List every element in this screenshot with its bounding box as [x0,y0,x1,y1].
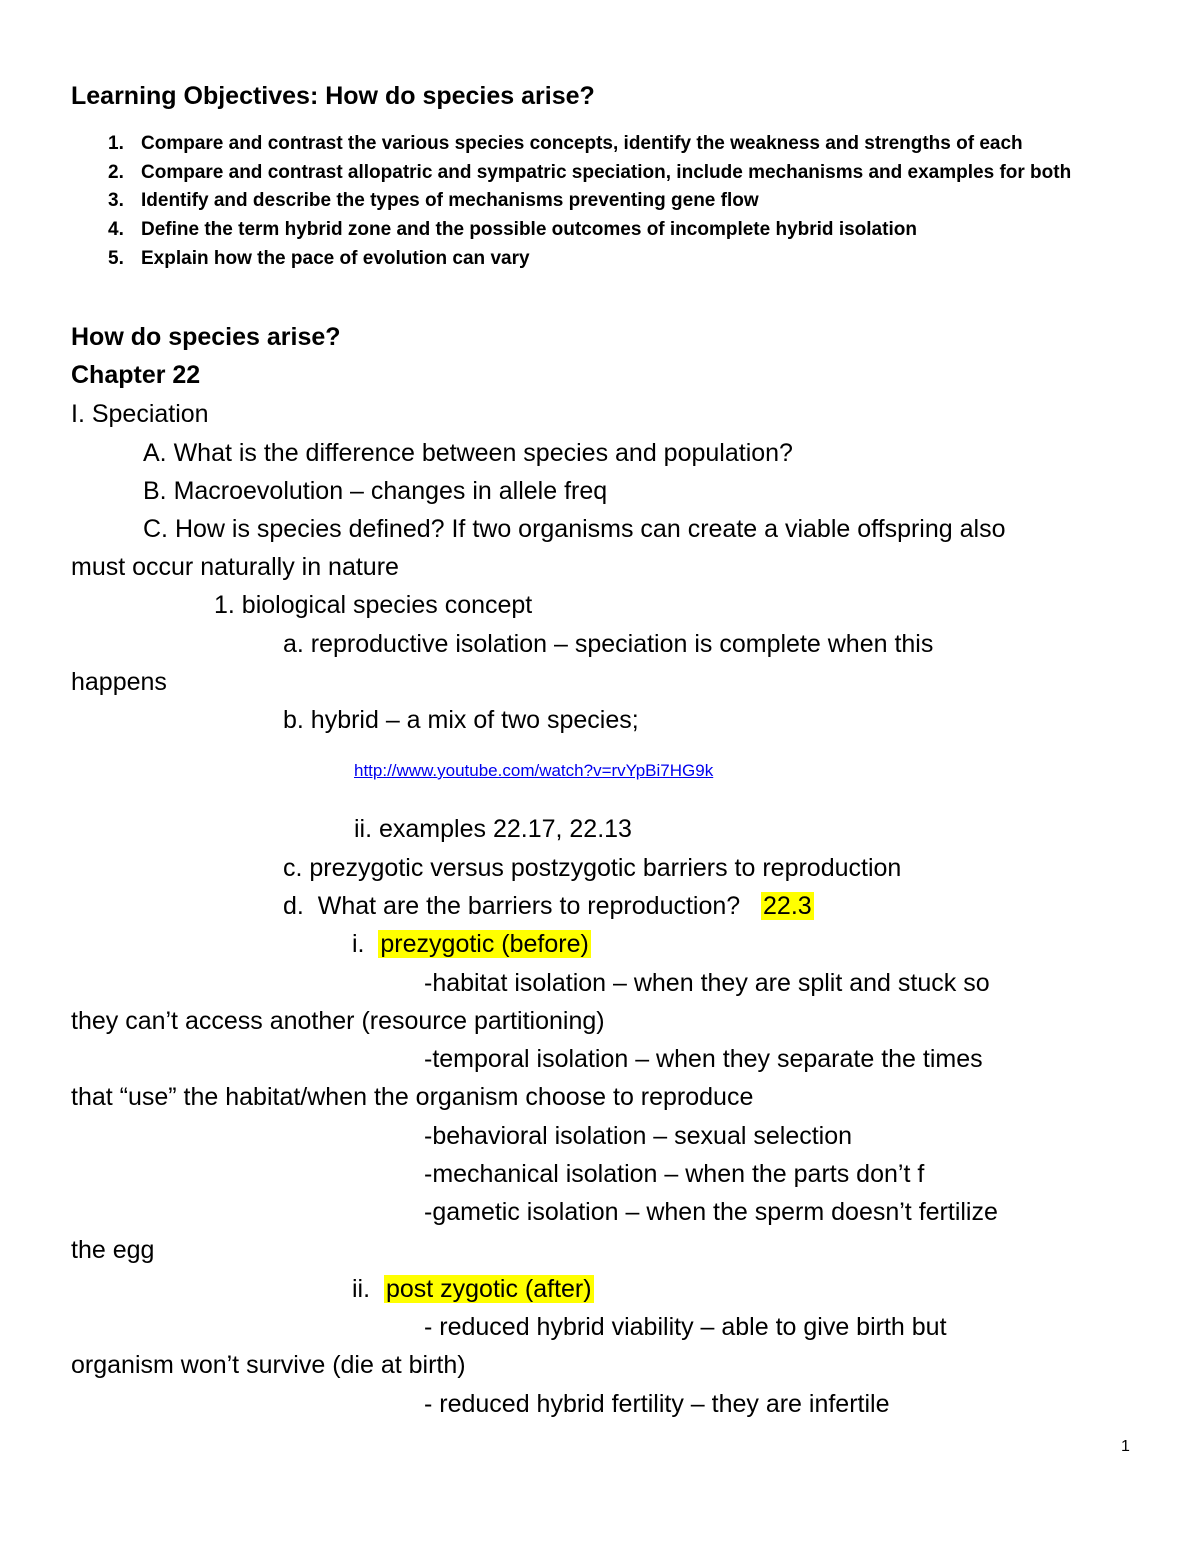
outline-item-c-continued: must occur naturally in nature [71,553,399,581]
objectives-title: Learning Objectives: How do species arise? [71,82,595,110]
objective-item: 2. [108,162,124,183]
youtube-link[interactable]: http://www.youtube.com/watch?v=rvYpBi7HG9k [354,761,714,780]
outline-item-b: B. Macroevolution – changes in allele freq [143,477,608,505]
habitat-isolation-continued: they can’t access another (resource partitioning) [71,1007,605,1035]
outline-item-1b: b. hybrid – a mix of two species; [283,706,639,734]
outline-examples: ii. examples 22.17, 22.13 [354,815,632,843]
roman-ii-label: ii. [352,1275,384,1303]
temporal-isolation: -temporal isolation – when they separate the times [424,1045,983,1073]
objective-text: Compare and contrast the various species concepts, identify the weakness and strengths of each [141,133,1023,154]
outline-speciation: I. Speciation [71,400,209,428]
outline-item-a: A. What is the difference between species and population? [143,439,793,467]
gametic-isolation-continued: the egg [71,1236,155,1264]
outline-item-1: 1. biological species concept [214,591,533,619]
hybrid-fertility: - reduced hybrid fertility – they are infertile [424,1390,890,1418]
outline-item-1d [283,894,814,919]
chapter-heading: Chapter 22 [71,361,201,389]
hybrid-viability-continued: organism won’t survive (die at birth) [71,1351,466,1379]
outline-item-1c: c. prezygotic versus postzygotic barriers to reproduction [283,854,902,882]
temporal-isolation-continued: that “use” the habitat/when the organism choose to reproduce [71,1083,754,1111]
outline-item-1a: a. reproductive isolation – speciation is complete when this [283,630,934,658]
outline-item-c: C. How is species defined? If two organisms can create a viable offspring also [143,515,1006,543]
mechanical-isolation: -mechanical isolation – when the parts don’t f [424,1160,925,1188]
objective-text: Identify and describe the types of mechanisms preventing gene flow [141,190,759,211]
figure-reference-highlight: 22.3 [763,892,812,920]
roman-i-label: i. [352,930,379,958]
prezygotic-highlight: prezygotic (before) [380,930,589,958]
objective-item: 3. [108,190,124,211]
postzygotic-heading [352,1277,594,1302]
objective-item: 4. [108,219,124,240]
behavioral-isolation: -behavioral isolation – sexual selection [424,1122,853,1150]
objective-item: 5. [108,248,124,269]
gametic-isolation: -gametic isolation – when the sperm doesn’t fertilize [424,1198,998,1226]
section-heading: How do species arise? [71,323,341,351]
outline-item-1d-text: d. What are the barriers to reproduction? [283,892,762,920]
hybrid-viability: - reduced hybrid viability – able to give birth but [424,1313,947,1341]
objective-text: Explain how the pace of evolution can vary [141,248,530,269]
objective-text: Compare and contrast allopatric and sympatric speciation, include mechanisms and examples for both [141,162,1072,183]
postzygotic-highlight: post zygotic (after) [385,1275,592,1303]
prezygotic-heading [352,932,591,957]
page-number: 1 [1121,1438,1130,1455]
objective-item: 1. [108,133,124,154]
objective-text: Define the term hybrid zone and the possible outcomes of incomplete hybrid isolation [141,219,917,240]
habitat-isolation: -habitat isolation – when they are split and stuck so [424,969,990,997]
outline-item-1a-continued: happens [71,668,167,696]
